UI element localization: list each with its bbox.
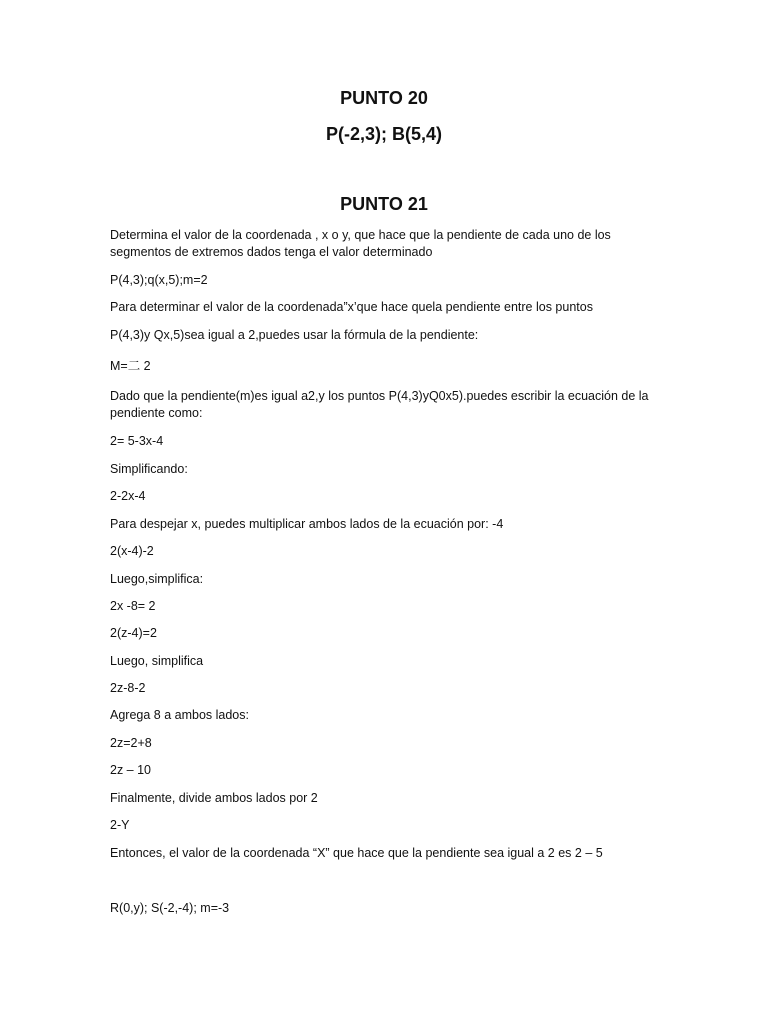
explanation-line: P(4,3)y Qx,5)sea igual a 2,puedes usar la fórmula de la pendiente: bbox=[110, 328, 479, 342]
step-label: Luego, simplifica bbox=[110, 654, 204, 668]
equation-line: 2-2x-4 bbox=[110, 489, 146, 503]
explanation-line: Para determinar el valor de la coordenada”x’que hace quela pendiente entre los puntos bbox=[110, 300, 593, 314]
punto-20-title: PUNTO 20 bbox=[340, 88, 428, 108]
equation-line: 2= 5-3x-4 bbox=[110, 434, 164, 448]
punto-20-points: P(-2,3); B(5,4) bbox=[325, 124, 442, 144]
step-label: Finalmente, divide ambos lados por 2 bbox=[110, 791, 318, 805]
instruction-text: Determina el valor de la coordenada , x o y, que hace que la pendiente de cada uno de los segmentos de extremos dados tenga el valor determinado bbox=[110, 228, 611, 259]
conclusion-text: Entonces, el valor de la coordenada “X” que hace que la pendiente sea igual a 2 es 2 – 5 bbox=[110, 846, 603, 860]
equation-line: 2-Y bbox=[110, 818, 130, 832]
next-problem-statement: R(0,y); S(-2,-4); m=-3 bbox=[110, 901, 230, 915]
equation-line: 2z-8-2 bbox=[110, 681, 146, 695]
step-label: Luego,simplifica: bbox=[110, 572, 204, 586]
equation-line: 2(x-4)-2 bbox=[110, 544, 154, 558]
problem-statement: P(4,3);q(x,5);m=2 bbox=[110, 273, 208, 287]
equation-line: 2z=2+8 bbox=[110, 736, 152, 750]
equation-line: 2x -8= 2 bbox=[110, 599, 156, 613]
equation-line: 2z – 10 bbox=[110, 763, 152, 777]
step-label: Agrega 8 a ambos lados: bbox=[110, 708, 249, 722]
punto-21-title: PUNTO 21 bbox=[340, 194, 428, 214]
slope-formula: M=二 2 bbox=[110, 359, 151, 373]
equation-line: 2(z-4)=2 bbox=[110, 626, 157, 640]
step-label: Simplificando: bbox=[110, 462, 188, 476]
step-label: Para despejar x, puedes multiplicar ambos lados de la ecuación por: -4 bbox=[110, 517, 504, 531]
explanation-line: Dado que la pendiente(m)es igual a2,y los puntos P(4,3)yQ0x5).puedes escribir la ecuación de la pendiente como: bbox=[110, 389, 649, 420]
